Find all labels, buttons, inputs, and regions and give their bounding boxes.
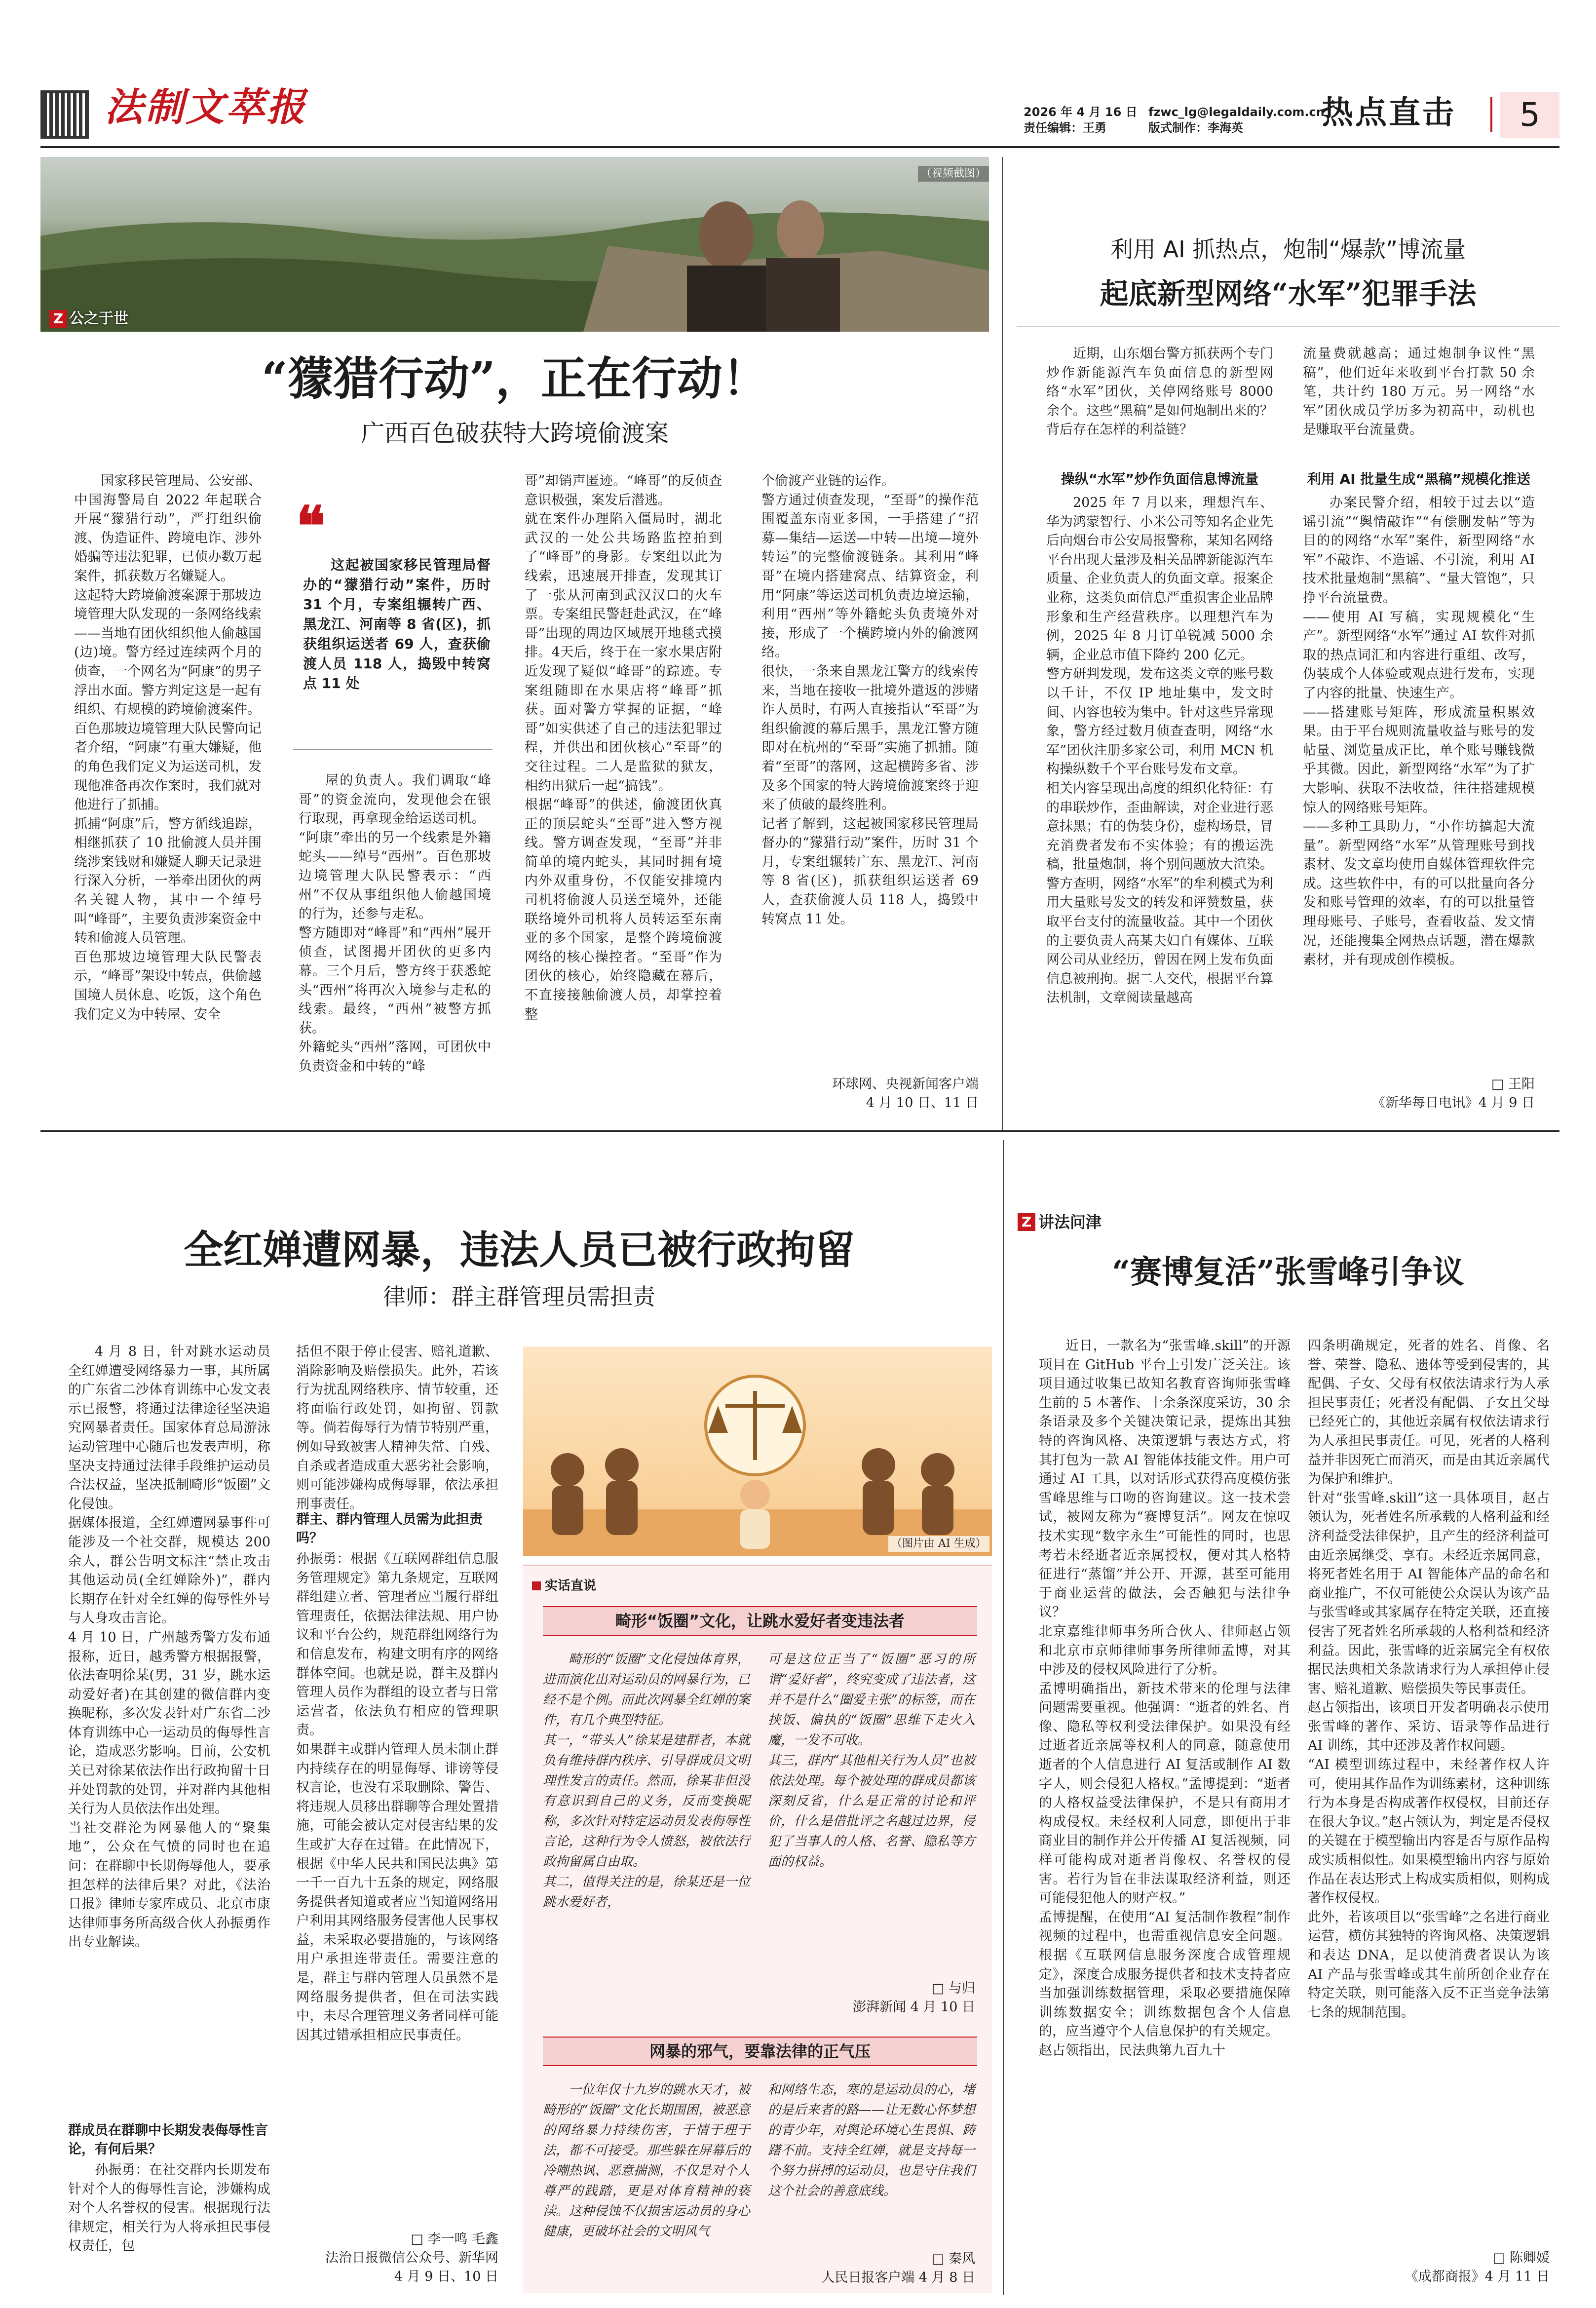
a1-col3: 哥”却销声匿迹。“峰哥”的反侦查意识极强，案发后潜逃。 就在案件办理陷入僵局时，湖北武汉的一处公共场路监控拍到了“峰哥”的身影。专案组以此为线索，迅速展开排查，发现其订了一张从河南到武汉汉口的火车票。专案组民警赶赴武汉，在“峰哥”出现的周边区域展开地毯式摸排。4天后，终于在一家水果店附近发现了疑似“峰哥”的踪迹。专案组随即在水果店将“峰哥”抓获。面对警方掌握的证据，“峰哥”如实供述了自己的违法犯罪过程，并供出和团伙核心“至哥”的交往过程。二人是监狱的狱友，相约出狱后一起“搞钱”。 根据“峰哥”的供述，偷渡团伙真正的顶层蛇头“至哥”进入警方视线。警方调查发现，“至哥”并非简单的境内蛇头，其同时拥有境内外双重身份，不仅能安排境内司机将偷渡人员送至境外，还能联络境外司机将人员转运至东南亚的多个国家，是整个跨境偷渡网络的核心操控者。“至哥”作为团伙的核心，始终隐藏在幕后，不直接接触偷渡人员，却掌控着整 (525, 473, 722, 1022)
a1-col1: 国家移民管理局、公安部、中国海警局自 2022 年起联合开展“獴猎行动”，严打组织偷渡、伪造证件、跨境电诈、涉外婚骗等违法犯罪，已侦办数万起案件，抓获数万名嫌疑人。 这起特大跨境偷渡案源于那坡边境管理大队发现的一条网络线索——当地有团伙组织他人偷越国(边)境。警方经过连续两个月的侦查，一个网名为“阿康”的男子浮出水面。警方判定这是一起有组织、有规模的跨境偷渡案件。 百色那坡边境管理大队民警向记者介绍，“阿康”有重大嫌疑，他的角色我们定义为运送司机，发现他准备再次作案时，我们就对他进行了抓捕。 抓捕“阿康”后，警方循线追踪，相继抓获了 10 批偷渡人员并围绕涉案钱财和嫌疑人聊天记录进行深入分析，一举牵出团伙的两名关键人物，其中一个绰号叫“峰哥”，主要负责涉案资金中转和偷渡人员管理。 百色那坡边境管理大队民警表示，“峰哥”架设中转点，供偷越国境人员休息、吃饭，这个角色我们定义为中转屋、安全 (74, 473, 262, 1022)
a2-byline: □ 王阳 (1491, 1077, 1535, 1092)
email: fzwc_lg@legaldaily.com.cn (1148, 105, 1325, 119)
a1-col2: 屋的负责人。我们调取“峰哥”的资金流向，发现他会在银行取现，再拿现金给运送司机。 “阿康”牵出的另一个线索是外籍蛇头——绰号“西州”。百色那坡边境管理大队民警表示：“西州”不仅从事组织他人偷越国境的行为，还参与走私。 警方随即对“峰哥”和“西州”展开侦查，试图揭开团伙的更多内幕。三个月后，警方终于获悉蛇头“西州”将再次入境参与走私的线索。最终，“西州”被警方抓获。 外籍蛇头“西州”落网，可团伙中负责资金和中转的“峰 (299, 773, 491, 1074)
a3-title: 全红婵遭网暴，违法人员已被行政拘留 (184, 1227, 855, 1273)
a2-lead: 近期，山东烟台警方抓获两个专门炒作新能源汽车负面信息的新型网络“水军”团伙，关停网络账号 8000 余个。这些“黑稿”是如何炮制出来的？背后存在怎样的利益链？ (1046, 346, 1278, 438)
a2-title-rule (1017, 326, 1559, 327)
op1-title: 畸形“饭圈”文化，让跳水爱好者变违法者 (615, 1612, 905, 1630)
op1-byline: □ 与归 (931, 1981, 975, 1996)
op2-col2: 和网络生态，寒的是运动员的心，堵的是后来者的路——让无数心怀梦想的青少年，对舆论环境心生畏惧、踌躇不前。支持全红婵，就是支持每一个努力拼搏的运动员，也是守住我们这个社会的善意底线。 (768, 2082, 975, 2198)
a3-source-2: 4 月 9 日、10 日 (394, 2269, 498, 2284)
a5-tag-label: 讲法问津 (1038, 1213, 1102, 1231)
commentary-label: 实话直说 (545, 1578, 597, 1593)
a2-source: 《新华每日电讯》4 月 9 日 (1371, 1095, 1535, 1111)
a1-source-2: 4 月 10 日、11 日 (866, 1095, 979, 1111)
ai-illustration-scene (523, 1346, 992, 1556)
ai-illustration (523, 1346, 992, 1556)
tag-label: 公之于世 (69, 310, 128, 327)
a3-byline: □ 李一鸣 毛鑫 (411, 2231, 498, 2247)
photo-caption: （视频截图） (918, 166, 989, 182)
mid-page-rule (40, 1130, 1559, 1132)
designer-line: 版式制作：李海英 (1148, 121, 1243, 135)
a5-col2: 四条明确规定，死者的姓名、肖像、名誉、荣誉、隐私、遗体等受到侵害的，其配偶、子女、父母有权依法请求行为人承担民事责任；死者没有配偶、子女且父母已经死亡的，其他近亲属有权依法请求行为人承担民事责任。可见，死者的人格利益并非因死亡而消灭，而是由其近亲属代为保护和维护。 针对“张雪峰.skill”这一具体项目，赵占领认为，死者姓名所承载的人格利益和经济利益受法律保护，且产生的经济利益可由近亲属继受、享有。未经近亲属同意，将死者姓名用于 AI 智能体产品的命名和商业推广，不仅可能使公众误认为该产品与张雪峰或其家属存在特定关联，还直接侵害了死者姓名所承载的人格利益和经济利益。因此，张雪峰的近亲属完全有权依据民法典相关条款请求行为人承担停止侵害、赔礼道歉、赔偿损失等民事责任。 赵占领指出，该项目开发者明确表示使用张雪峰的著作、采访、语录等作品进行 AI 训练，其中还涉及著作权问题。 “AI 模型训练过程中，未经著作权人许可，使用其作品作为训练素材，这种训练行为本身是否构成著作权侵权，目前还存在很大争议。”赵占领认为，判定是否侵权的关键在于模型输出内容是否与原作品构成实质相似性。如果模型输出内容与原始作品在表达形式上构成实质相似，则构成著作权侵权。 此外，若该项目以“张雪峰”之名进行商业运营，横仿其独特的咨询风格、决策逻辑和表达 DNA，足以使消费者误认为该 AI 产品与张雪峰或其生前所创企业存在特定关联，则可能落入反不正当竞争法第七条的规制范围。 (1308, 1338, 1550, 2020)
ai-image-caption: （图片由 AI 生成） (888, 1536, 989, 1552)
date-line: 2026 年 4 月 16 日 (1024, 105, 1138, 119)
op2-title: 网暴的邪气，要靠法律的正气压 (649, 2042, 871, 2061)
a1-source-1: 环球网、央视新闻客户端 (832, 1077, 979, 1092)
op1-col2: 可是这位正当了“饭圈”恶习的所谓“爱好者”，终究变成了违法者，这并不是什么“圈爱主张”的标签，而在挟饭、偏执的“饭圈”思维下走火入魔，一发不可收。 其三，群内“其他相关行为人员”也被依法处理。每个被处理的群成员都该深刻反省，什么是正常的讨论和评价，什么是借批评之名越过边界，侵犯了当事人的人格、名誉、隐私等方面的权益。 (768, 1652, 975, 1869)
a3-question-1: 群成员在群聊中长期发表侮辱性言论，有何后果？ (68, 2123, 268, 2157)
quote-mark-icon: ❝ (296, 494, 326, 558)
a2-title: 起底新型网络“水军”犯罪手法 (1100, 277, 1477, 310)
a2-kicker: 利用 AI 抓热点，炮制“爆款”博流量 (1110, 236, 1466, 263)
op2-byline: □ 秦风 (931, 2251, 975, 2267)
page-number: 5 (1520, 96, 1540, 134)
a5-source: 《成都商报》4 月 11 日 (1405, 2269, 1550, 2284)
label-square-icon (532, 1581, 541, 1590)
a1-quote: 这起被国家移民管理局督办的“獴猎行动”案件，历时 31 个月，专案组辗转广西、黑龙江、河南等 8 省(区)，抓获组织运送者 69 人，查获偷渡人员 118 人，捣毁中转窝点 11 处 (303, 557, 491, 692)
op2-col1: 一位年仅十九岁的跳水天才，被畸形的“饭圈”文化长期围困，被恶意的网络暴力持续伤害，于情于理于法，都不可接受。那些躲在屏幕后的冷嘲热讽、恶意揣测，不仅是对个人尊严的践踏，更是对体育精神的亵渎。这种侵蚀不仅损害运动员的身心健康，更破坏社会的文明风气 (543, 2082, 750, 2239)
a2-col1: 2025 年 7 月以来，理想汽车、华为鸿蒙智行、小米公司等知名企业先后向烟台市公安局报警称，某知名网络平台出现大量涉及相关品牌新能源汽车质量、企业负责人的负面文章。报案企业称，这类负面信息严重损害企业品牌形象和生产经营秩序。以理想汽车为例，2025 年 8 月订单锐减 5000 余辆，企业总市值下降约 200 亿元。 警方研判发现，发布这类文章的账号数以千计，不仅 IP 地址集中，发文时间、内容也较为集中。针对这些异常现象，警方经过数月侦查查明，网络“水军”团伙注册多家公司，利用 MCN 机构操纵数千个平台账号发布文章。 相关内容呈现出高度的组织化特征：有的串联炒作，歪曲解读，对企业进行恶意抹黑；有的伪装身份，虚构场景，冒充消费者发布不实体验；有的搬运洗稿，批量炮制，将个别问题放大渲染。警方查明，网络“水军”的牟利模式为利用大量账号发文的转发和评赞数量，获取平台支付的流量收益。其中一个团伙的主要负责人高某夫妇自有媒体、互联网公司从业经历，曾因在网上发布负面信息被刑拘。据二人交代，根据平台算法机制，文章阅读量越高 (1046, 495, 1273, 1006)
editor-line: 责任编辑：王勇 (1024, 121, 1106, 135)
a5-col1: 近日，一款名为“张雪峰.skill”的开源项目在 GitHub 平台上引发广泛关注。该项目通过收集已故知名教育咨询师张雪峰生前的 5 本著作、十余条深度采访，30 余条语录及多个关键决策记录，提炼出其独特的咨询风格、决策逻辑与表达方式，将其打包为一款 AI 智能体技能文件。用户可通过 AI 工具，以对话形式获得高度模仿张雪峰思维与口吻的咨询建议。这一技术尝试，被网友称为“赛博复活”。网友在惊叹技术实现“数字永生”可能性的同时，也思考若未经逝者近亲属授权，便对其人格特征进行“蒸馏”并公开、开源，甚至可能用于商业运营的做法，会否触犯与法律争议？ 北京嘉维律师事务所合伙人、律师赵占领和北京市京师律师事务所律师孟博，对其中涉及的侵权风险进行了分析。 孟博明确指出，新技术带来的伦理与法律问题需要重视。他强调：“逝者的姓名、肖像、隐私等权利受法律保护。如果没有经过逝者近亲属等权利人的同意，随意使用逝者的个人信息进行 AI 复活或制作 AI 数字人，则会侵犯人格权。”孟博提到：“逝者的人格权益受法律保护，不是只有商用才构成侵权。未经权利人同意，即便出于非商业目的制作并公开传播 AI 复活视频，同样可能构成对逝者肖像权、名誉权的侵害。若行为旨在非法谋取经济利益，则还可能侵犯他人的财产权。” 孟博提醒，在使用“AI 复活制作教程”制作视频的过程中，也需重视信息安全问题。根据《互联网信息服务深度合成管理规定》，深度合成服务提供者和技术支持者应当加强训练数据管理，采取必要措施保障训练数据安全；训练数据包含个人信息的，应当遵守个人信息保护的有关规定。 赵占领指出，民法典第九百九十 (1039, 1338, 1291, 2058)
op1-col1: 畸形的“饭圈”文化侵蚀体育界，进而演化出对运动员的网暴行为，已经不是个例。而此次网暴全红婵的案件，有几个典型特征。 其一，“带头人”徐某是建群者，本就负有维持群内秩序、引导群成员文明理性发言的责任。然而，徐某非但没有意识到自己的义务，反而变换昵称，多次针对特定运动员发表侮辱性言论，这种行为令人愤怒，被依法行政拘留属自由取。 其二，值得关注的是，徐某还是一位跳水爱好者， (543, 1652, 750, 1910)
section-divider (1490, 97, 1492, 132)
qr-code (40, 90, 89, 139)
video-screenshot (40, 157, 989, 332)
a5-title: “赛博复活”张雪峰引争议 (1112, 1254, 1464, 1291)
a5-byline: □ 陈卿媛 (1492, 2250, 1550, 2266)
a3-col1: 4 月 8 日，针对跳水运动员全红婵遭受网络暴力一事，其所属的广东省二沙体育训练中心发文表示已报警，将通过法律途径坚决追究网暴者责任。国家体育总局游泳运动管理中心随后也发表声明，称坚决支持通过法律手段维护运动员合法权益，坚决抵制畸形“饭圈”文化侵蚀。 据媒体报道，全红婵遭网暴事件可能涉及一个社交群，规模达 200 余人，群公告明文标注“禁止攻击其他运动员(全红婵除外)”，群内长期存在针对全红婵的侮辱性外号与人身攻击言论。 4 月 10 日，广州越秀警方发布通报称，近日，越秀警方根据报警，依法查明徐某(男，31 岁，跳水运动爱好者)在其创建的微信群内变换昵称，多次发表针对广东省二沙体育训练中心一运动员的侮辱性言论，造成恶劣影响。目前，公安机关已对徐某依法作出行政拘留十日并处罚款的处罚，并对群内其他相关行为人员依法作出处理。 当社交群沦为网暴他人的“聚集地”，公众在气愤的同时也在追问：在群聊中长期侮辱他人，要承担怎样的法律后果？对此，《法治日报》律师专家库成员、北京市康达律师事务所高级合伙人孙振勇作出专业解读。 (68, 1344, 270, 1950)
a3-source-1: 法治日报微信公众号、新华网 (325, 2250, 498, 2266)
a3-question-2: 群主、群内管理人员需为此担责吗？ (296, 1512, 483, 1546)
divider-a1-a2 (1002, 157, 1003, 1130)
section-title: 热点直击 (1322, 95, 1456, 131)
op1-source: 澎湃新闻 4 月 10 日 (853, 2000, 975, 2015)
video-scene (40, 157, 989, 332)
tag-z-icon: Z (49, 310, 67, 328)
divider-a4-a5 (1003, 1140, 1004, 2295)
a2-subhead-1: 操纵“水军”炒作负面信息博流量 (1061, 471, 1259, 487)
a5-tag-z-icon: Z (1018, 1213, 1035, 1231)
a1-col4: 个偷渡产业链的运作。 警方通过侦查发现，“至哥”的操作范围覆盖东南亚多国，一手搭建了“招募—集结—运送—中转—出境—境外转运”的完整偷渡链条。其利用“峰哥”在境内搭建窝点、结算资金，利用“阿康”等运送司机负责边境运输，利用“西州”等外籍蛇头负责境外对接，形成了一个横跨境内外的偷渡网络。 很快，一条来自黑龙江警方的线索传来，当地在接收一批境外遣返的涉赌诈人员时，有两人直接指认“至哥”为组织偷渡的幕后黑手，黑龙江警方随即对在杭州的“至哥”实施了抓捕。随着“至哥”的落网，这起横跨多省、涉及多个国家的特大跨境偷渡案终于迎来了侦破的最终胜利。 记者了解到，这起被国家移民管理局督办的“獴猎行动”案件，历时 31 个月，专案组辗转广东、黑龙江、河南等 8 省(区)，抓获组织运送者 69 人，查获偷渡人员 118 人，捣毁中转窝点 11 处。 (761, 473, 979, 927)
header-rule (40, 146, 1559, 148)
a2-col2-top: 流量费就越高；通过炮制争议性“黑稿”，他们近年来收到平台打款 50 余笔，共计约 180 万元。另一网络“水军”团伙成员学历多为初高中，动机也是赚取平台流量费。 (1303, 346, 1535, 438)
a2-col2: 办案民警介绍，相较于过去以“造谣引流”“舆情敲诈”“有偿删发帖”等为目的的网络“水军”案件，新型网络“水军”不敲诈、不造谣、不引流，利用 AI 技术批量炮制“黑稿”、“量大管饱”，只挣平台流量费。 ——使用 AI 写稿，实现规模化“生产”。新型网络“水军”通过 AI 软件对抓取的热点词汇和内容进行重组、改写，伪装成个人体验或观点进行发布，实现了内容的批量、快速生产。 ——搭建账号矩阵，形成流量积累效果。由于平台规则流量收益与账号的发帖量、浏览量成正比，单个账号赚钱微乎其微。因此，新型网络“水军”为了扩大影响、获取不法收益，往往搭建规模惊人的网络账号矩阵。 ——多种工具助力，“小作坊搞起大流量”。新型网络“水军”从管理账号到找素材、发文章均使用自媒体管理软件完成。这些软件中，有的可以批量向各分发和账号管理的效率，有的可以批量管理母账号、子账号，查看收益、发文情况，还能搜集全网热点话题，潜在爆款素材，并有现成创作模板。 (1303, 495, 1535, 968)
a3-answer-1: 孙振勇：在社交群内长期发布针对个人的侮辱性言论，涉嫌构成对个人名誉权的侵害。根据现行法律规定，相关行为人将承担民事侵权责任，包 (68, 2162, 270, 2254)
quote-rule (293, 749, 493, 750)
a3-col2: 孙振勇：根据《互联网群组信息服务管理规定》第九条规定，互联网群组建立者、管理者应当履行群组管理责任，依据法律法规、用户协议和平台公约，规范群组网络行为和信息发布，构建文明有序的网络群体空间。也就是说，群主及群内管理人员作为群组的设立者与日常运营者，依法负有相应的管理职责。 如果群主或群内管理人员未制止群内持续存在的明显侮辱、诽谤等侵权言论，也没有采取删除、警告、将违规人员移出群聊等合理处置措施，可能会被认定对侵害结果的发生或扩大存在过错。在此情况下，根据《中华人民共和国民法典》第一千一百九十五条的规定，网络服务提供者知道或者应当知道网络用户利用其网络服务侵害他人民事权益，未采取必要措施的，与该网络用户承担连带责任。需要注意的是，群主与群内管理人员虽然不是网络服务提供者，但在司法实践中，未尽合理管理义务者同样可能因其过错承担相应民事责任。 (296, 1551, 498, 2043)
a2-subhead-2: 利用 AI 批量生成“黑稿”规模化推送 (1307, 471, 1531, 487)
a3-subtitle: 律师：群主群管理员需担责 (383, 1283, 655, 1310)
a3-col2-top: 括但不限于停止侵害、赔礼道歉、消除影响及赔偿损失。此外，若该行为扰乱网络秩序、情节较重，还将面临行政处罚，如拘留、罚款等。倘若侮辱行为情节特别严重，例如导致被害人精神失常、自残、自杀或者造成重大恶劣社会影响，则可能涉嫌构成侮辱罪，依法承担刑事责任。 (296, 1344, 498, 1512)
op2-source: 人民日报客户端 4 月 8 日 (821, 2270, 975, 2285)
a1-subtitle: 广西百色破获特大跨境偷渡案 (360, 420, 669, 447)
a1-title: “獴猎行动”，正在行动！ (262, 352, 768, 405)
paper-name: 法制文萃报 (105, 85, 307, 130)
